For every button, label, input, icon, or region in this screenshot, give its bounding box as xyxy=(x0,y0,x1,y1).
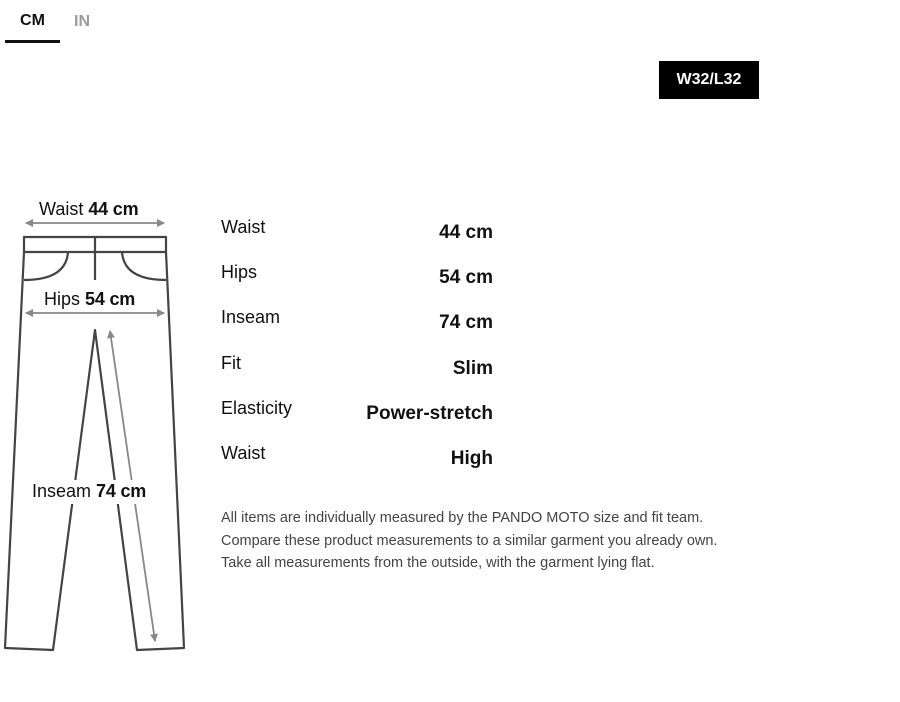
spec-row-elasticity xyxy=(221,394,493,439)
spec-key: Waist xyxy=(221,442,266,463)
spec-key: Hips xyxy=(221,262,258,283)
note-line: Compare these product measurements to a similar garment you already own. xyxy=(221,532,718,549)
diagram-hips-label: Hips 54 cm xyxy=(44,289,136,309)
pants-diagram xyxy=(0,190,200,660)
spec-key: Waist xyxy=(221,217,266,237)
spec-row-inseam xyxy=(221,303,493,348)
measurement-notes xyxy=(221,507,717,575)
spec-row-waist xyxy=(221,213,493,258)
spec-key: Elasticity xyxy=(221,397,293,418)
diagram-inseam-label: Inseam 74 cm xyxy=(32,481,147,501)
spec-value: 44 cm xyxy=(439,222,493,243)
spec-key: Fit xyxy=(221,352,241,373)
spec-value: High xyxy=(450,447,493,469)
size-badge[interactable]: W32/L32 xyxy=(659,61,759,99)
spec-key: Inseam xyxy=(221,307,281,328)
diagram-waist-label: Waist 44 cm xyxy=(39,199,139,219)
tab-cm[interactable]: CM xyxy=(5,0,60,43)
spec-row-fit xyxy=(221,349,493,394)
spec-value: Slim xyxy=(452,357,493,379)
spec-value: Power-stretch xyxy=(366,402,493,424)
note-line: Take all measurements from the outside, with the garment lying flat. xyxy=(221,555,655,572)
unit-tabs xyxy=(5,0,104,43)
measurement-table xyxy=(221,213,493,484)
tab-in[interactable]: IN xyxy=(74,13,90,30)
spec-row-hips xyxy=(221,258,493,303)
spec-value: 74 cm xyxy=(439,312,493,334)
spec-row-rise xyxy=(221,439,493,484)
note-line: All items are individually measured by the PANDO MOTO size and fit team. xyxy=(221,510,704,526)
pants-outline-icon xyxy=(0,190,200,660)
spec-value: 54 cm xyxy=(439,267,493,289)
